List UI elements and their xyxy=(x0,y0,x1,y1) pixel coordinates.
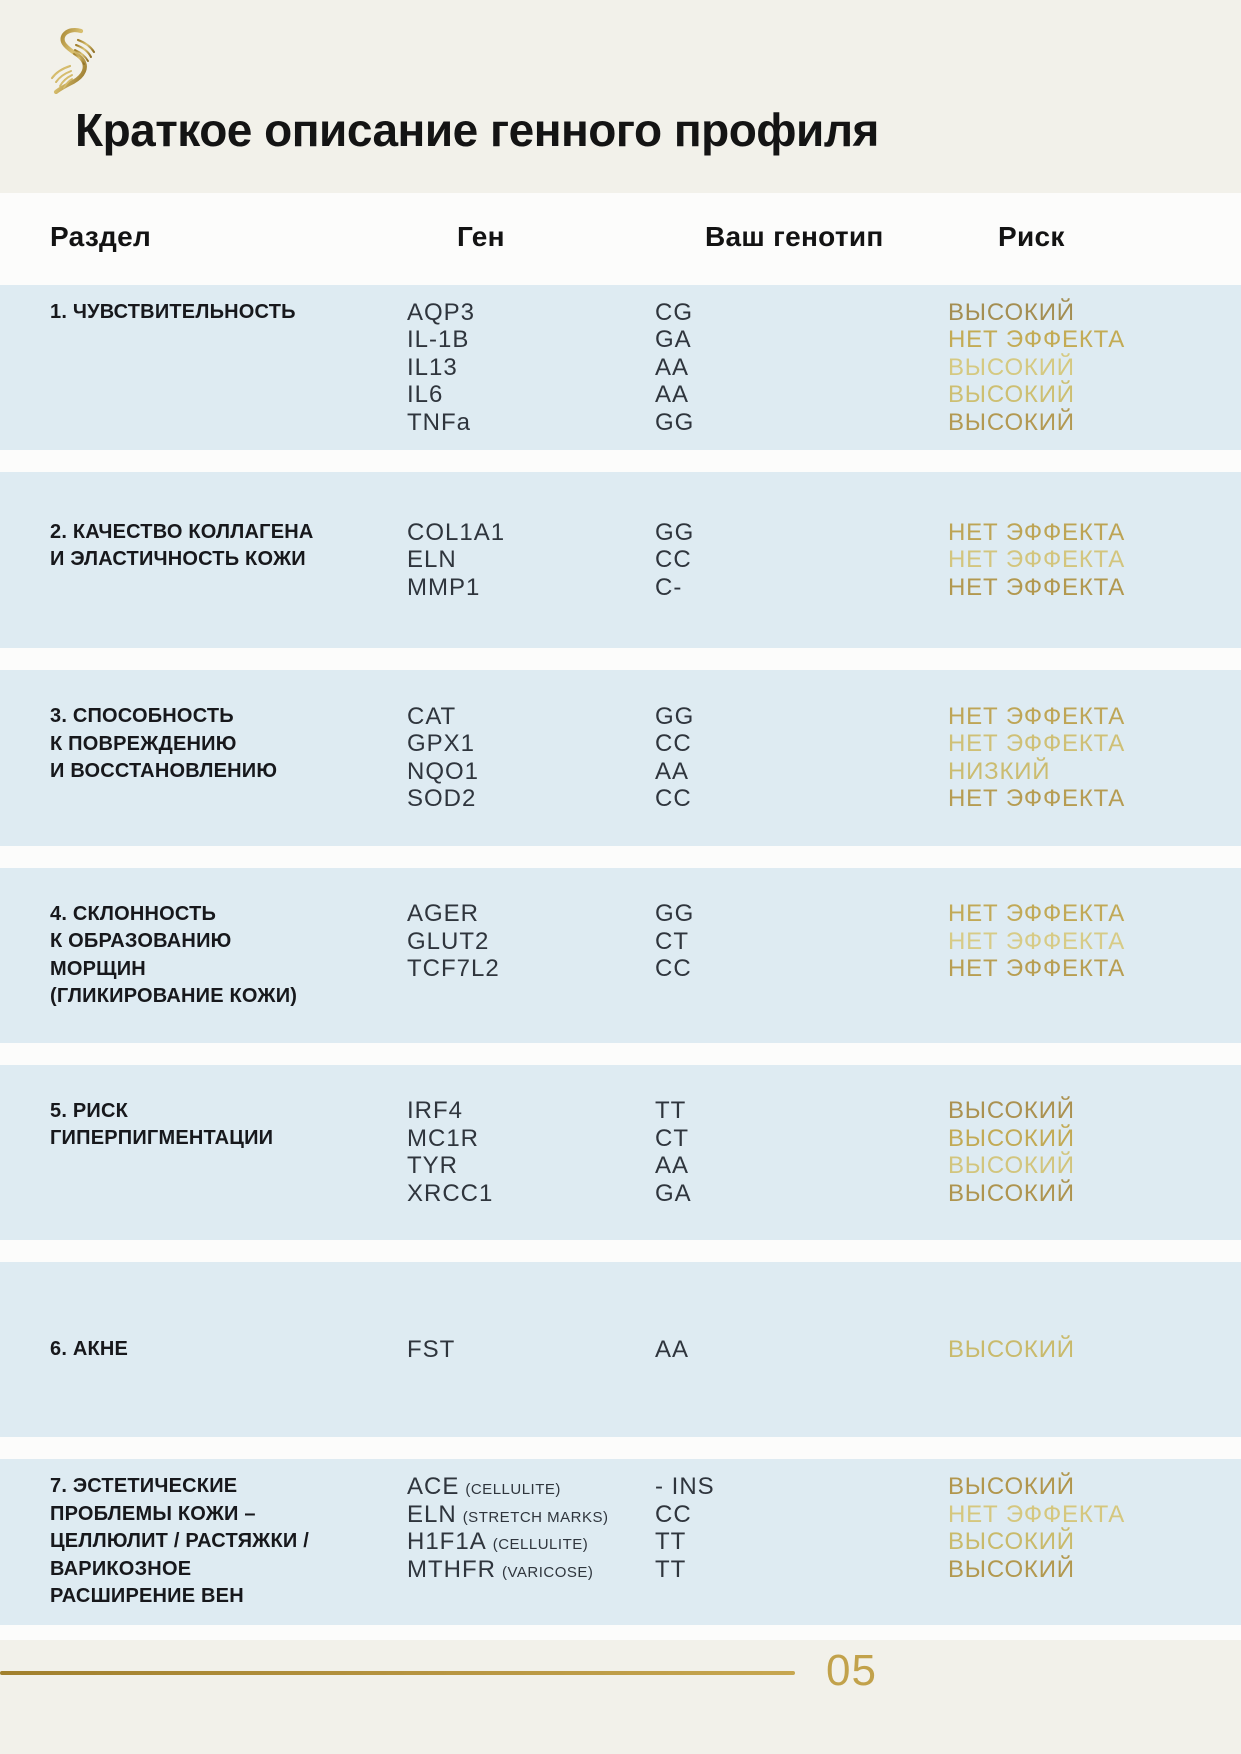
risk-level: НЕТ ЭФФЕКТА xyxy=(948,955,1126,983)
gene-name-cell xyxy=(407,1097,655,1125)
section-band-content xyxy=(0,299,1241,437)
section-band-content xyxy=(0,703,1241,813)
gene-note: (STRETCH MARKS) xyxy=(462,1508,609,1526)
gold-dna-helix-icon xyxy=(44,26,96,94)
gene-name-cell xyxy=(407,354,655,382)
gene-row xyxy=(407,901,1241,929)
section-label-line: ЦЕЛЛЮЛИТ / РАСТЯЖКИ / xyxy=(50,1530,309,1553)
section-label-line: 6. АКНЕ xyxy=(50,1337,129,1360)
risk-level: ВЫСОКИЙ xyxy=(948,1555,1075,1583)
genotype-value: AA xyxy=(655,757,690,785)
risk-level: НИЗКИЙ xyxy=(948,757,1051,785)
section-band-2 xyxy=(0,472,1241,648)
genotype-value: CC xyxy=(655,730,692,758)
gene-note: (CELLULITE) xyxy=(492,1536,589,1553)
section-label xyxy=(0,519,407,574)
gene-row xyxy=(407,299,1241,327)
section-band-content xyxy=(0,1336,1241,1364)
risk-level: ВЫСОКИЙ xyxy=(948,1473,1075,1500)
page-number: 05 xyxy=(826,1646,877,1695)
gene-name-cell xyxy=(407,703,655,731)
gene-row xyxy=(407,519,1241,547)
gene-row xyxy=(407,786,1241,814)
gene-name: COL1A1 xyxy=(407,518,506,546)
gene-row xyxy=(407,956,1241,984)
section-label-line: 5. РИСК xyxy=(50,1099,129,1122)
column-header-risk: Риск xyxy=(998,221,1065,252)
section-label-line: 7. ЭСТЕТИЧЕСКИЕ xyxy=(50,1475,238,1498)
section-label-line: РАСШИРЕНИЕ ВЕН xyxy=(50,1585,244,1608)
gene-row xyxy=(407,326,1241,354)
risk-level: НЕТ ЭФФЕКТА xyxy=(948,1500,1126,1528)
gene-name: GPX1 xyxy=(407,730,476,758)
gene-name: IRF4 xyxy=(407,1097,464,1125)
gene-name: ACE xyxy=(407,1473,460,1500)
gene-row xyxy=(407,1556,1241,1584)
table-header-row xyxy=(0,193,1241,285)
risk-level: ВЫСОКИЙ xyxy=(948,381,1075,408)
genotype-value: CT xyxy=(655,927,689,955)
gene-row xyxy=(407,1098,1241,1126)
gene-name-cell xyxy=(407,1125,655,1153)
risk-level: ВЫСОКИЙ xyxy=(948,1097,1075,1125)
gene-name-cell xyxy=(407,928,655,956)
section-band-content xyxy=(0,1473,1241,1611)
genotype-value: GG xyxy=(655,518,695,546)
column-header-genotype: Ваш генотип xyxy=(705,221,884,252)
risk-level: НЕТ ЭФФЕКТА xyxy=(948,546,1126,573)
page-footer xyxy=(0,1640,1241,1754)
section-label-line: К ПОВРЕЖДЕНИЮ xyxy=(50,732,237,755)
genotype-value: AA xyxy=(655,353,690,381)
risk-level: ВЫСОКИЙ xyxy=(948,408,1075,436)
page-header xyxy=(0,0,1241,193)
genotype-value: CT xyxy=(655,1124,689,1152)
gene-rows xyxy=(407,1098,1241,1208)
section-band-3 xyxy=(0,670,1241,846)
gene-name-cell xyxy=(407,381,655,409)
gene-name: AQP3 xyxy=(407,298,476,326)
gene-rows xyxy=(407,901,1241,984)
section-label-line: И ВОССТАНОВЛЕНИЮ xyxy=(50,760,278,782)
gene-row xyxy=(407,1180,1241,1208)
gene-name: GLUT2 xyxy=(407,927,490,955)
risk-level: ВЫСОКИЙ xyxy=(948,1152,1075,1180)
gene-note: (CELLULITE) xyxy=(465,1481,561,1498)
genotype-value: GA xyxy=(655,326,692,353)
gene-name-cell xyxy=(407,730,655,758)
genotype-value: - INS xyxy=(655,1473,715,1500)
gene-name: CAT xyxy=(407,702,457,730)
column-header-section: Раздел xyxy=(50,221,152,252)
genotype-value: CC xyxy=(655,1500,692,1528)
section-label-line: МОРЩИН xyxy=(50,957,146,980)
gene-name-cell xyxy=(407,409,655,437)
risk-level: ВЫСОКИЙ xyxy=(948,1528,1075,1555)
gene-name-cell xyxy=(407,1336,655,1364)
section-label-line: 3. СПОСОБНОСТЬ xyxy=(50,705,234,727)
section-label-line: И ЭЛАСТИЧНОСТЬ КОЖИ xyxy=(50,548,306,571)
gene-row xyxy=(407,546,1241,574)
gene-name: IL6 xyxy=(407,381,444,408)
genotype-value: TT xyxy=(655,1097,687,1125)
genotype-value: AA xyxy=(655,1335,690,1363)
gene-name-cell xyxy=(407,955,655,983)
gene-row xyxy=(407,354,1241,382)
section-label xyxy=(0,299,407,327)
section-band-7 xyxy=(0,1459,1241,1625)
risk-level: ВЫСОКИЙ xyxy=(948,298,1075,326)
section-label-line: (ГЛИКИРОВАНИЕ КОЖИ) xyxy=(50,985,298,1007)
gene-name: IL13 xyxy=(407,353,458,381)
gene-name-cell xyxy=(407,758,655,786)
genotype-value: TT xyxy=(655,1528,687,1555)
section-band-content xyxy=(0,1098,1241,1208)
gene-row xyxy=(407,928,1241,956)
genotype-value: GG xyxy=(655,408,695,436)
section-label-line: 2. КАЧЕСТВО КОЛЛАГЕНА xyxy=(50,520,314,543)
section-label-line: 4. СКЛОННОСТЬ xyxy=(50,902,217,925)
gene-name-cell xyxy=(407,1473,655,1501)
section-band-content xyxy=(0,901,1241,1011)
risk-level: ВЫСОКИЙ xyxy=(948,353,1075,381)
gene-name: NQO1 xyxy=(407,757,480,785)
genotype-value: CC xyxy=(655,955,692,983)
section-label xyxy=(0,1473,407,1611)
gene-name: MMP1 xyxy=(407,573,481,601)
gene-rows xyxy=(407,299,1241,437)
section-label-line: ГИПЕРПИГМЕНТАЦИИ xyxy=(50,1127,274,1149)
gene-name: AGER xyxy=(407,900,480,928)
genotype-value: CC xyxy=(655,546,692,573)
genotype-value: AA xyxy=(655,381,690,408)
gene-row xyxy=(407,1501,1241,1529)
risk-level: НЕТ ЭФФЕКТА xyxy=(948,702,1126,730)
section-band-1 xyxy=(0,285,1241,450)
gene-row xyxy=(407,1336,1241,1364)
risk-level: НЕТ ЭФФЕКТА xyxy=(948,785,1126,813)
section-band-4 xyxy=(0,868,1241,1043)
genotype-value: GA xyxy=(655,1179,692,1207)
section-label xyxy=(0,1098,407,1153)
gene-name-cell xyxy=(407,1528,655,1556)
gene-name-cell xyxy=(407,519,655,547)
risk-level: НЕТ ЭФФЕКТА xyxy=(948,927,1126,955)
section-label-line: ВАРИКОЗНОЕ xyxy=(50,1557,192,1580)
gene-row xyxy=(407,1528,1241,1556)
gene-note: (VARICOSE) xyxy=(501,1563,594,1581)
column-header-gene: Ген xyxy=(457,221,505,252)
gene-rows xyxy=(407,703,1241,813)
genotype-value: GG xyxy=(655,702,695,730)
gene-name-cell xyxy=(407,1556,655,1584)
gene-rows xyxy=(407,1473,1241,1583)
gene-name: XRCC1 xyxy=(407,1179,494,1207)
risk-level: НЕТ ЭФФЕКТА xyxy=(948,326,1126,353)
page-title: Краткое описание генного профиля xyxy=(75,104,879,156)
section-label-line: ПРОБЛЕМЫ КОЖИ – xyxy=(50,1502,256,1525)
genotype-value: CC xyxy=(655,785,692,813)
genotype-value: GG xyxy=(655,900,695,928)
section-label-line: К ОБРАЗОВАНИЮ xyxy=(50,930,232,952)
section-label xyxy=(0,1336,407,1364)
gene-name: IL-1B xyxy=(407,326,470,353)
risk-level: ВЫСОКИЙ xyxy=(948,1335,1075,1363)
gene-name-cell xyxy=(407,1501,655,1529)
gene-name: ELN xyxy=(407,546,457,573)
gene-name: TNFa xyxy=(407,408,471,436)
gene-name: TCF7L2 xyxy=(407,955,500,983)
section-band-6 xyxy=(0,1262,1241,1437)
risk-level: НЕТ ЭФФЕКТА xyxy=(948,573,1126,601)
gene-row xyxy=(407,758,1241,786)
gene-name: MTHFR xyxy=(407,1555,496,1583)
gene-name: SOD2 xyxy=(407,785,477,813)
gene-name-cell xyxy=(407,299,655,327)
gene-row xyxy=(407,1125,1241,1153)
section-label xyxy=(0,901,407,1011)
genotype-value: C- xyxy=(655,573,683,601)
gene-rows xyxy=(407,1336,1241,1364)
gene-name: TYR xyxy=(407,1152,458,1180)
section-label xyxy=(0,703,407,786)
gene-name-cell xyxy=(407,574,655,602)
gene-name-cell xyxy=(407,1180,655,1208)
gene-name-cell xyxy=(407,326,655,354)
gene-row xyxy=(407,409,1241,437)
gene-profile-table xyxy=(0,285,1241,1647)
gene-row xyxy=(407,703,1241,731)
gene-name-cell xyxy=(407,785,655,813)
gene-rows xyxy=(407,519,1241,602)
section-band-content xyxy=(0,519,1241,602)
gene-row xyxy=(407,381,1241,409)
risk-level: НЕТ ЭФФЕКТА xyxy=(948,730,1126,758)
gene-name-cell xyxy=(407,900,655,928)
gene-name: FST xyxy=(407,1335,456,1363)
section-band-5 xyxy=(0,1065,1241,1240)
gene-name-cell xyxy=(407,546,655,574)
gene-name: ELN xyxy=(407,1500,457,1528)
gene-name: H1F1A xyxy=(407,1528,487,1555)
gene-row xyxy=(407,574,1241,602)
gene-row xyxy=(407,1473,1241,1501)
gene-row xyxy=(407,731,1241,759)
risk-level: ВЫСОКИЙ xyxy=(948,1179,1075,1207)
risk-level: НЕТ ЭФФЕКТА xyxy=(948,518,1126,546)
gene-row xyxy=(407,1153,1241,1181)
genotype-value: AA xyxy=(655,1152,690,1180)
genotype-value: TT xyxy=(655,1555,687,1583)
footer-gold-line xyxy=(0,1671,795,1675)
risk-level: НЕТ ЭФФЕКТА xyxy=(948,900,1126,928)
risk-level: ВЫСОКИЙ xyxy=(948,1124,1075,1152)
genotype-value: CG xyxy=(655,298,693,326)
gene-name-cell xyxy=(407,1152,655,1180)
section-label-line: 1. ЧУВСТВИТЕЛЬНОСТЬ xyxy=(50,300,296,323)
gene-name: MC1R xyxy=(407,1124,480,1152)
